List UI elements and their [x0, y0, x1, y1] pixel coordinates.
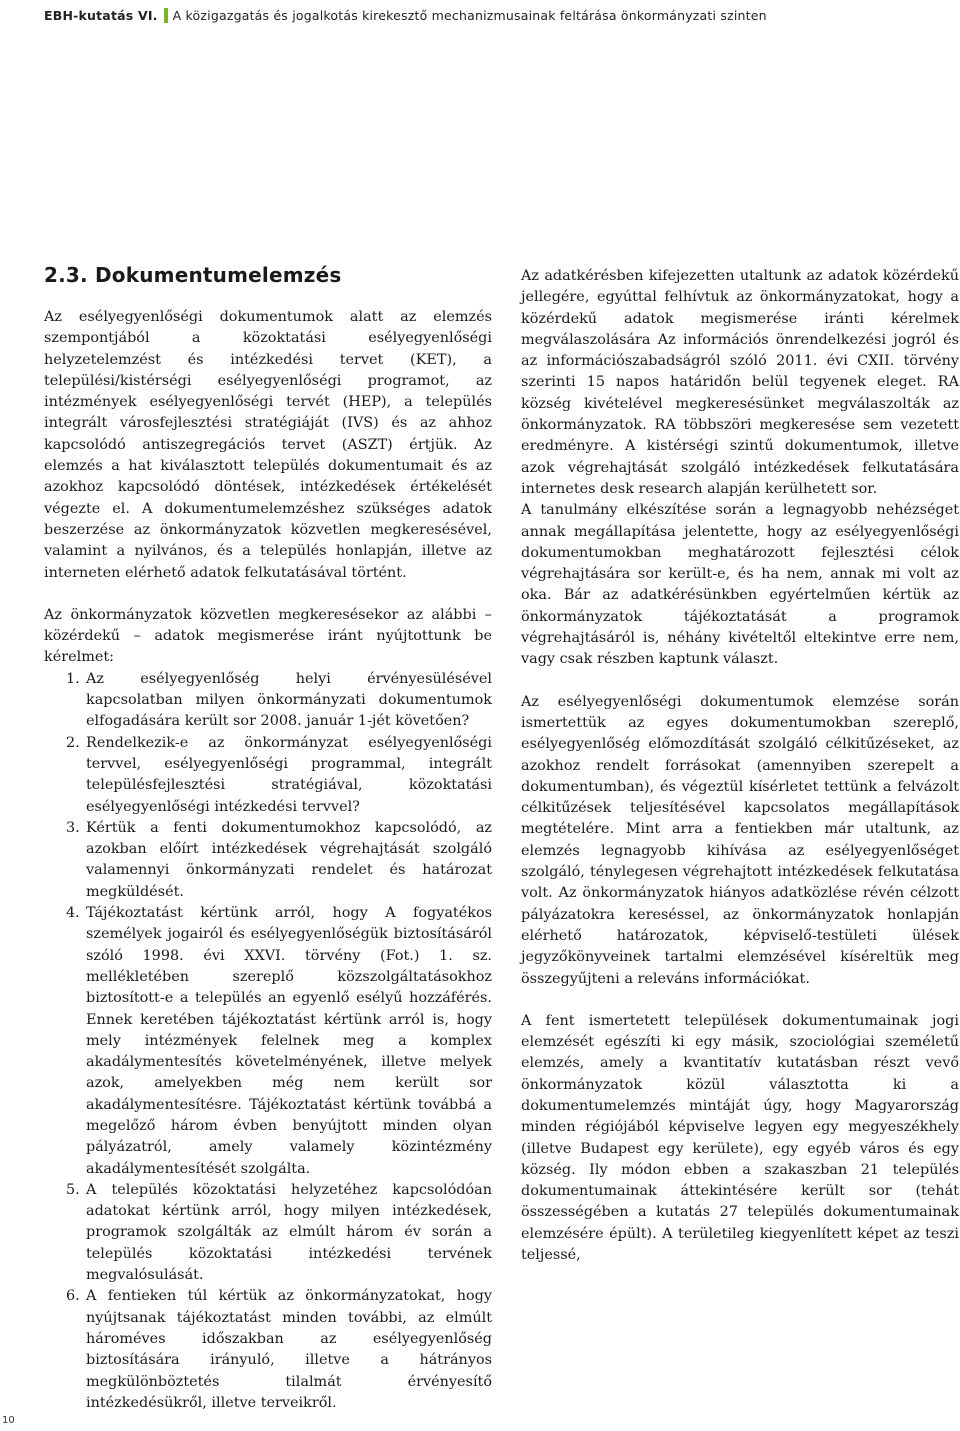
header-divider [164, 8, 168, 23]
list-item [44, 903, 492, 1180]
right-column [521, 266, 959, 1266]
list-text: A fentieken túl kértük az önkormányzatokat, hogy nyújtsanak tájékoztatást minden további, az elmúlt hároméves időszakban az esélyegyenlőség biztosítására irányuló, illetve a hátrányos megkülönböztetés tilalmát érvényesítő intézkedésükről, illetve terveikről. [86, 1288, 492, 1411]
body-paragraph: Az esélyegyenlőségi dokumentumok elemzése során ismertettük az egyes dokumentumokban szereplő, esélyegyenlőség előmozdítását szolgáló célkitűzéseket, az azokhoz rendelt forrásokat (amennyiben szerepelt a dokumentumban), és végeztül kísérletet tettünk a felvázolt célkitűzések teljesítésével kapcsolatos megállapítások megtételére. Mint arra a fentiekben már utaltunk, az elemzés legnagyobb kihívása az esélyegyenlőséget szolgáló, ténylegesen végrehajtott intézkedések felkutatása volt. Az önkormányzatok hiányos adatközlése révén célzott pályázatokra kereséssel, az önkormányzatok honlapján elérhető határozatok, képviselő-testületi ülések jegyzőkönyveinek tartalmi elemzésével kíséreltük meg összegyűjteni a releváns információkat. [521, 693, 959, 987]
list-item [44, 1180, 492, 1286]
list-text: Az esélyegyenlőség helyi érvényesülésével kapcsolatban milyen önkormányzati dokumentumok elfogadására került sor 2008. január 1-jét követően? [86, 670, 492, 730]
body-paragraph: A tanulmány elkészítése során a legnagyobb nehézséget annak megállapítása jelentette, hogy az esélyegyenlőségi dokumentumokban meghatározott fejlesztési célok végrehajtására sor került-e, és ha nem, annak mi volt az oka. Bár az adatkérésünkben egyértelműen kértük az önkormányzatok tájékoztatását a programok végrehajtásáról is, néhány kivételtől eltekintve erre nem, vagy csak részben kaptunk választ. [521, 502, 959, 668]
list-number: 6. [66, 1288, 80, 1305]
list-number: 5. [66, 1181, 80, 1198]
series-title: EBH-kutatás VI. [44, 8, 158, 23]
running-header [44, 8, 767, 23]
list-text: Tájékoztatást kértünk arról, hogy A fogyatékos személyek jogairól és esélyegyenlőségük biztosításáról szóló 1998. évi XXVI. törvény (Fot.) 1. sz. mellékletében szereplő közszolgáltatásokhoz biztosított-e a település an egyenlő esélyű hozzáférés. Ennek keretében tájékoztatást kértünk arról is, hogy mely intézmények felelnek meg a komplex akadálymentesítés követelményének, illetve melyek azok, amelyekben még nem került sor akadálymentesítésre. Tájékoztatást kértünk továbbá a megelőző három évben benyújtott minden olyan pályázatról, amely valamely közintézmény akadálymentesítését szolgálta. [86, 905, 492, 1177]
section-heading: 2.3. Dokumentumelemzés [44, 263, 342, 287]
body-paragraph: A fent ismertetett települések dokumentumainak jogi elemzését egészíti ki egy másik, szociológiai személetű elemzés, amely a kvantitatív kutatásban részt vevő önkormányzatok közül választotta ki a dokumentumelemzés mintáját úgy, hogy Magyarország minden régiójából képviselve legyen egy megyeszékhely (illetve Budapest egy kerülete), egy egyéb város és egy község. Ily módon ebben a szakaszban 21 település dokumentumainak áttekintésére került sor (tehát összességében a kutatás 27 település dokumentumainak elemzésére épült). A területileg kiegyenlített képet az teszi teljessé, [521, 1012, 959, 1264]
list-text: A település közoktatási helyzetéhez kapcsolódóan adatokat kértünk arról, hogy milyen intézkedések, programok szolgálták az elmúlt három év során a település közoktatási intézkedési tervének megvalósulását. [86, 1181, 492, 1284]
list-item [44, 1286, 492, 1414]
list-item [44, 669, 492, 733]
list-number: 2. [66, 734, 80, 751]
list-text: Kértük a fenti dokumentumokhoz kapcsolódó, az azokban előírt intézkedések végrehajtását szolgáló valamennyi önkormányzati rendelet és határozat megküldését. [86, 819, 492, 900]
list-item [44, 733, 492, 818]
list-text: Rendelkezik-e az önkormányzat esélyegyenlőségi tervvel, esélyegyenlőségi programmal, integrált településfejlesztési stratégiával, közoktatási esélyegyenlőségi intézkedési tervvel? [86, 734, 492, 815]
page-number: 10 [2, 1415, 15, 1426]
request-intro: Az önkormányzatok közvetlen megkeresésekor az alábbi – közérdekű – adatok megismerése iránt nyújtottunk be kérelmet: [44, 606, 492, 666]
left-column [44, 262, 492, 1414]
list-number: 1. [66, 670, 80, 687]
list-number: 3. [66, 819, 80, 836]
header-title: A közigazgatás és jogalkotás kirekesztő mechanizmusainak feltárása önkormányzati szinten [172, 8, 767, 23]
list-item [44, 818, 492, 903]
request-list [44, 669, 492, 1414]
list-number: 4. [66, 905, 80, 922]
body-paragraph: Az adatkérésben kifejezetten utaltunk az adatok közérdekű jellegére, egyúttal felhívtuk az önkormányzatokat, hogy a közérdekű adatok megismerése iránti kérelmek megválaszolására Az információs önrendelkezési jogról és az információszabadságról szóló 2011. évi CXII. törvény szerinti 15 napos határidőn belül tegyenek eleget. RA község kivételével megkeresésünket megválaszolták az önkormányzatok. RA többszöri megkeresése sem vezetett eredményre. A kistérségi szintű dokumentumok, illetve azok végrehajtását szolgáló intézkedések felkutatására internetes desk research alapján kerülhetett sor. [521, 268, 959, 497]
intro-paragraph: Az esélyegyenlőségi dokumentumok alatt az elemzés szempontjából a közoktatási esélyegyenlőségi helyzetelemzést és intézkedési tervet (KET), a települési/kistérségi esélyegyenlőségi programot, az intézmények esélyegyenlőségi tervét (HEP), a település integrált városfejlesztési stratégiáját (IVS) és az ahhoz kapcsolódó antiszegregációs tervet (ASZT) értjük. Az elemzés a hat kiválasztott település dokumentumait és az azokhoz kapcsolódó döntések, intézkedések értékelését végezte el. A dokumentumelemzéshez szükséges adatok beszerzése az önkormányzatok közvetlen megkeresésével, valamint a nyilvános, és a település honlapján, illetve az interneten elérhető adatok felkutatásával történt. [44, 309, 492, 581]
